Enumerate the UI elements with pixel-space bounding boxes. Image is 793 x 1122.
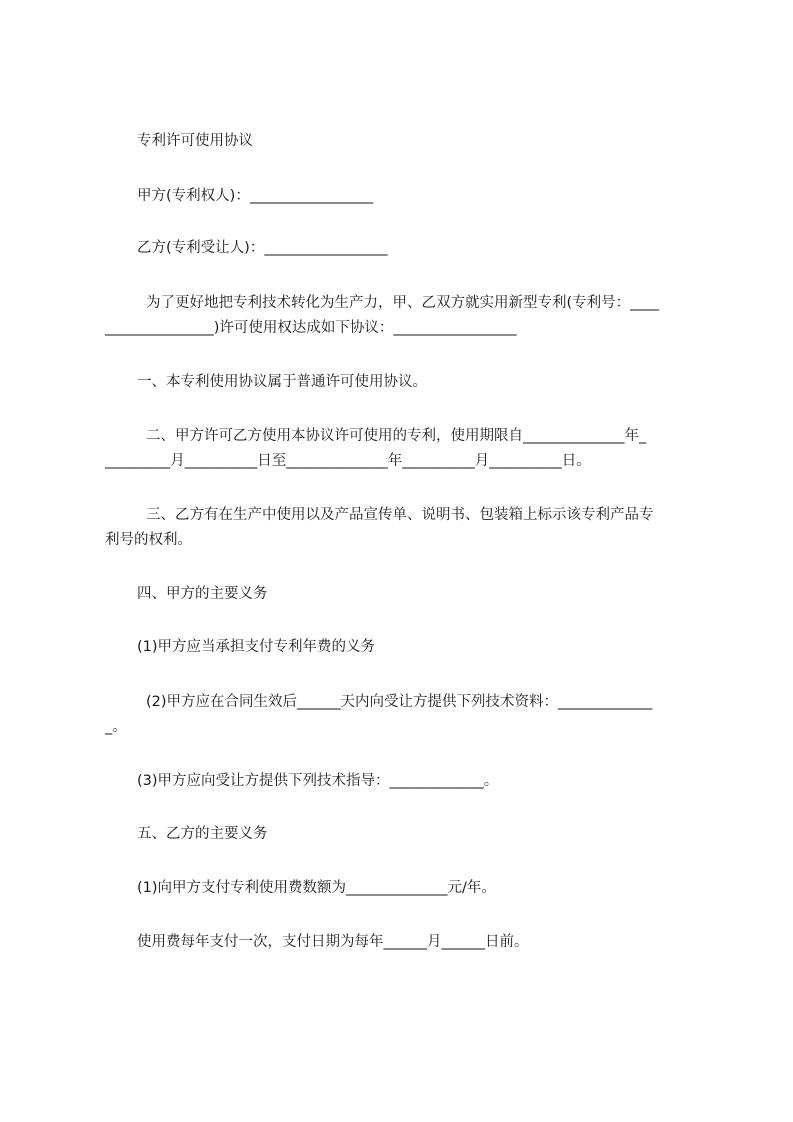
clause-1: 一、本专利使用协议属于普通许可使用协议。 <box>137 374 427 390</box>
intro-paragraph-line1: 为了更好地把专利技术转化为生产力，甲、乙双方就实用新型专利(专利号：____ <box>146 295 660 311</box>
clause-3-line2: 利号的权利。 <box>105 532 192 548</box>
clause-5-heading: 五、乙方的主要义务 <box>137 826 268 842</box>
clause-4-item-1: (1)甲方应当承担支付专利年费的义务 <box>137 639 376 655</box>
clause-4-heading: 四、甲方的主要义务 <box>137 586 268 602</box>
party-a-line: 甲方(专利权人)：_________________ <box>137 188 374 204</box>
clause-4-item-2-line1: (2)甲方应在合同生效后______天内向受让方提供下列技术资料：_____________ <box>146 694 653 710</box>
clause-4-item-3: (3)甲方应向受让方提供下列技术指导：_____________。 <box>137 773 499 789</box>
clause-3-line1: 三、乙方有在生产中使用以及产品宣传单、说明书、包装箱上标示该专利产品专 <box>146 507 654 523</box>
clause-4-item-2-line2: _。 <box>105 719 127 735</box>
intro-paragraph-line2: _______________)许可使用权达成如下协议：_________________ <box>105 320 517 336</box>
clause-5-item-1: (1)向甲方支付专利使用费数额为______________元/年。 <box>137 880 496 896</box>
party-b-line: 乙方(专利受让人)：_________________ <box>137 240 388 256</box>
clause-2-line1: 二、甲方许可乙方使用本协议许可使用的专利，使用期限自______________年_ <box>146 428 647 444</box>
document-title: 专利许可使用协议 <box>137 133 253 149</box>
clause-5-item-2: 使用费每年支付一次，支付日期为每年______月______日前。 <box>137 934 529 950</box>
clause-2-line2: _________月__________日至______________年__________月__________日。 <box>105 453 591 469</box>
